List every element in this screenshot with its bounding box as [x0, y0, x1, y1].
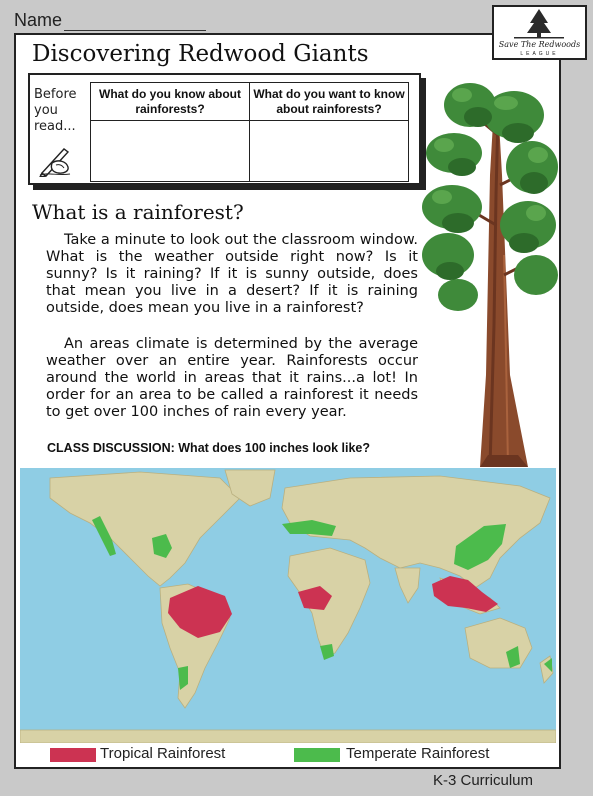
curriculum-label: K-3 Curriculum	[433, 772, 534, 789]
page-title: Discovering Redwood Giants	[32, 41, 369, 67]
legend-label-temperate: Temperate Rainforest	[346, 745, 490, 762]
kw-table	[90, 82, 409, 182]
logo-tree-icon	[494, 7, 585, 41]
rainforest-world-map	[20, 468, 556, 743]
legend-swatch-temperate	[294, 748, 340, 762]
before-you-read-label: Before you read...	[34, 87, 96, 177]
logo-text: Save The Redwoods	[498, 40, 581, 49]
legend-swatch-tropical	[50, 748, 96, 762]
kw-header-want: What do you want to know about rainforests?	[250, 83, 409, 121]
name-label: Name	[14, 10, 63, 30]
logo-subtext: LEAGUE	[520, 51, 559, 57]
section-heading: What is a rainforest?	[32, 200, 244, 224]
paragraph-2: An areas climate is determined by the average weather over an entire year. Rainforests occur around the world in areas that it rains...a lot! In order for an area to be called a rainforest it needs to get over 100 inches of rain every year.	[46, 336, 418, 420]
kw-answer-want[interactable]	[250, 121, 409, 182]
kw-chart	[28, 73, 421, 185]
paragraph-1: Take a minute to look out the classroom window. What is the weather outside right now? Is it sunny? Is it raining? If it is sunny outside, does that mean you live in a desert? If it is raining outside, does mean you live in a rainforest?	[46, 232, 418, 316]
kw-answer-know[interactable]	[91, 121, 250, 182]
name-blank-line[interactable]	[64, 30, 206, 31]
kw-header-know: What do you know about rainforests?	[91, 83, 250, 121]
class-discussion-prompt: CLASS DISCUSSION: What does 100 inches look like?	[47, 441, 370, 455]
worksheet-page	[14, 33, 561, 769]
redwood-tree-illustration	[418, 75, 558, 467]
save-the-redwoods-logo	[492, 5, 587, 60]
pencil-hand-icon	[38, 141, 72, 177]
name-field	[14, 10, 206, 31]
legend-label-tropical: Tropical Rainforest	[100, 745, 226, 762]
